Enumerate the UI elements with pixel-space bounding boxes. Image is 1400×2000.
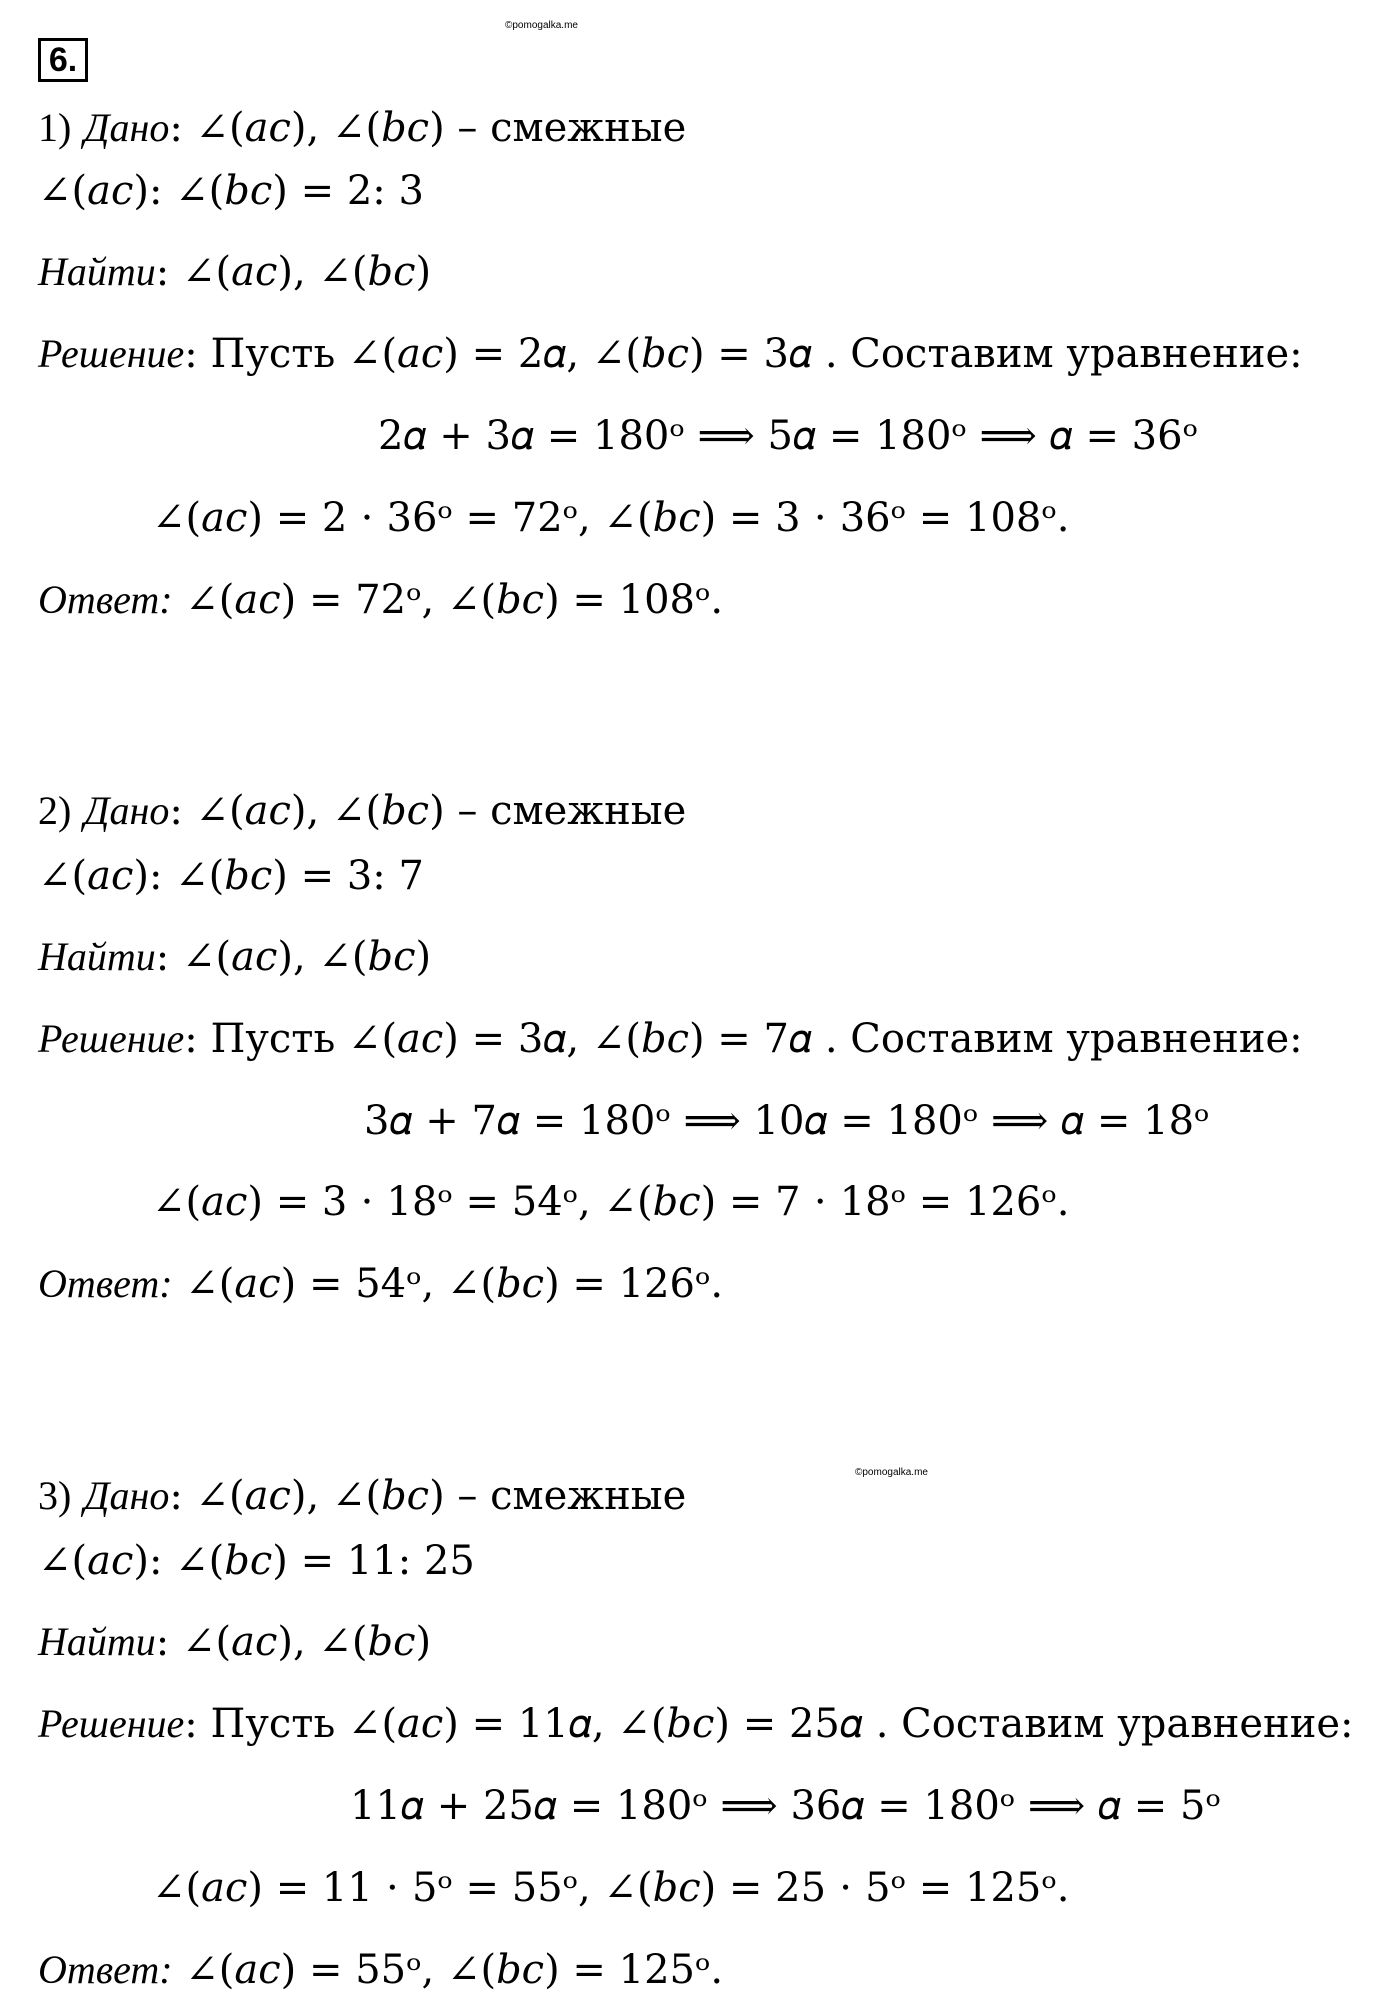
watermark-middle: ©pomogalka.me <box>855 1467 928 1478</box>
problem-2-given-expr: : ∠(𝑎𝑐), ∠(𝑏𝑐) – смежные <box>169 788 687 834</box>
problem-3-computation: ∠(𝑎𝑐) = 11 ⋅ 5ᵒ = 55ᵒ, ∠(𝑏𝑐) = 25 ⋅ 5ᵒ = 125ᵒ. <box>152 1865 1070 1911</box>
problem-1-answer <box>38 576 723 624</box>
problem-1-find-label: Найти <box>38 249 156 294</box>
problem-3-given-label: Дано <box>84 1473 170 1518</box>
problem-3-solution-label: Решение <box>38 1701 185 1746</box>
problem-2-find-label: Найти <box>38 934 156 979</box>
problem-3-find <box>38 1618 431 1666</box>
problem-2-answer-expr: ∠(𝑎𝑐) = 54ᵒ, ∠(𝑏𝑐) = 126ᵒ. <box>172 1261 724 1307</box>
problem-3-given-expr: : ∠(𝑎𝑐), ∠(𝑏𝑐) – смежные <box>169 1473 687 1519</box>
problem-3-equation: 11𝛼 + 25𝛼 = 180ᵒ ⟹ 36𝛼 = 180ᵒ ⟹ 𝛼 = 5ᵒ <box>350 1783 1221 1829</box>
problem-2-solution <box>38 1015 1303 1063</box>
problem-1-find-expr: : ∠(𝑎𝑐), ∠(𝑏𝑐) <box>155 249 432 295</box>
problem-3-answer <box>38 1946 723 1994</box>
problem-1-solution <box>38 330 1303 378</box>
problem-1-solution-expr: : Пусть ∠(𝑎𝑐) = 2𝛼, ∠(𝑏𝑐) = 3𝛼 . Составим уравнение: <box>184 331 1303 377</box>
problem-1-computation: ∠(𝑎𝑐) = 2 ⋅ 36ᵒ = 72ᵒ, ∠(𝑏𝑐) = 3 ⋅ 36ᵒ = 108ᵒ. <box>152 495 1070 541</box>
problem-1-given-expr: : ∠(𝑎𝑐), ∠(𝑏𝑐) – смежные <box>169 105 687 151</box>
problem-2-answer <box>38 1260 723 1308</box>
problem-2-solution-label: Решение <box>38 1016 185 1061</box>
problem-1-answer-label: Ответ: <box>38 577 173 622</box>
problem-3-answer-label: Ответ: <box>38 1947 173 1992</box>
problem-2-answer-label: Ответ: <box>38 1261 173 1306</box>
problem-1-find <box>38 248 431 296</box>
problem-3-solution-expr: : Пусть ∠(𝑎𝑐) = 11𝛼, ∠(𝑏𝑐) = 25𝛼 . Составим уравнение: <box>184 1701 1354 1747</box>
problem-2-equation: 3𝛼 + 7𝛼 = 180ᵒ ⟹ 10𝛼 = 180ᵒ ⟹ 𝛼 = 18ᵒ <box>364 1098 1210 1144</box>
task-number: 6. <box>38 38 88 82</box>
problem-2-ratio: ∠(𝑎𝑐): ∠(𝑏𝑐) = 3: 7 <box>38 853 424 899</box>
problem-1-index: 1) <box>38 105 72 150</box>
problem-2-solution-expr: : Пусть ∠(𝑎𝑐) = 3𝛼, ∠(𝑏𝑐) = 7𝛼 . Составим уравнение: <box>184 1016 1303 1062</box>
problem-3-find-expr: : ∠(𝑎𝑐), ∠(𝑏𝑐) <box>155 1619 432 1665</box>
problem-3-find-label: Найти <box>38 1619 156 1664</box>
problem-2-given <box>38 787 686 835</box>
problem-1-solution-label: Решение <box>38 331 185 376</box>
problem-1-ratio: ∠(𝑎𝑐): ∠(𝑏𝑐) = 2: 3 <box>38 168 424 214</box>
problem-2-find-expr: : ∠(𝑎𝑐), ∠(𝑏𝑐) <box>155 934 432 980</box>
problem-3-solution <box>38 1700 1354 1748</box>
problem-2-find <box>38 933 431 981</box>
problem-2-given-label: Дано <box>84 788 170 833</box>
problem-1-given-label: Дано <box>84 105 170 150</box>
problem-1-given <box>38 104 686 152</box>
problem-1-equation: 2𝛼 + 3𝛼 = 180ᵒ ⟹ 5𝛼 = 180ᵒ ⟹ 𝛼 = 36ᵒ <box>378 413 1198 459</box>
problem-2-computation: ∠(𝑎𝑐) = 3 ⋅ 18ᵒ = 54ᵒ, ∠(𝑏𝑐) = 7 ⋅ 18ᵒ = 126ᵒ. <box>152 1179 1070 1225</box>
problem-2-index: 2) <box>38 788 72 833</box>
watermark-top: ©pomogalka.me <box>505 20 578 31</box>
problem-3-answer-expr: ∠(𝑎𝑐) = 55ᵒ, ∠(𝑏𝑐) = 125ᵒ. <box>172 1947 724 1993</box>
problem-3-index: 3) <box>38 1473 72 1518</box>
problem-3-ratio: ∠(𝑎𝑐): ∠(𝑏𝑐) = 11: 25 <box>38 1538 475 1584</box>
problem-1-answer-expr: ∠(𝑎𝑐) = 72ᵒ, ∠(𝑏𝑐) = 108ᵒ. <box>172 577 724 623</box>
problem-3-given <box>38 1472 686 1520</box>
